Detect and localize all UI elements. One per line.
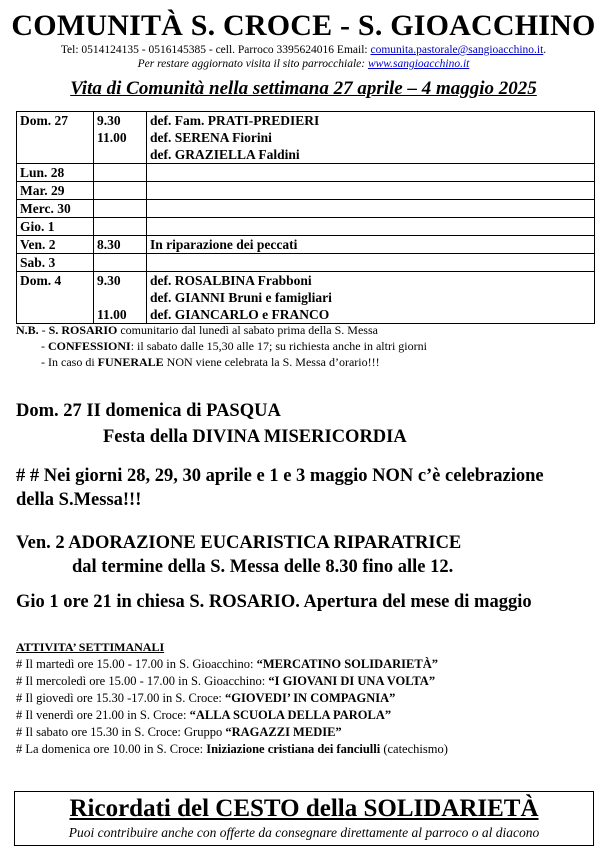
activity-text: # Il sabato ore 15.30 in S. Croce: Gruppo [16, 725, 226, 739]
activity-item [16, 690, 448, 707]
schedule-row [17, 200, 595, 218]
schedule-intentions [147, 218, 595, 236]
mass-schedule-table [16, 111, 595, 324]
mass-intention: def. GRAZIELLA Faldini [150, 147, 300, 162]
mass-time [97, 254, 143, 271]
schedule-day: Dom. 27 [17, 112, 94, 164]
activity-name: “GIOVEDI’ IN COMPAGNIA” [225, 691, 396, 705]
note-post: comunitario dal lunedì al sabato prima della S. Messa [117, 323, 378, 337]
schedule-times [94, 182, 147, 200]
schedule-intentions [147, 112, 595, 164]
mass-schedule-body [17, 112, 595, 324]
note-bold: FUNERALE [97, 355, 164, 369]
mass-intention: def. SERENA Fiorini [150, 130, 272, 145]
mass-time [97, 289, 143, 306]
activity-name: “MERCATINO SOLIDARIETÀ” [256, 657, 438, 671]
schedule-day: Dom. 4 [17, 272, 94, 324]
schedule-day: Merc. 30 [17, 200, 94, 218]
mass-intention [150, 218, 591, 235]
mass-time: 11.00 [97, 307, 127, 322]
schedule-day: Gio. 1 [17, 218, 94, 236]
schedule-row [17, 112, 595, 164]
note-row [16, 354, 427, 370]
schedule-day: Ven. 2 [17, 236, 94, 254]
schedule-times [94, 254, 147, 272]
week-title [0, 78, 607, 100]
mass-time: 8.30 [97, 237, 121, 252]
mass-intention: def. GIANNI Bruni e famigliari [150, 290, 332, 305]
activity-text: # Il mercoledì ore 15.00 - 17.00 in S. Gioacchino: [16, 674, 269, 688]
note-prefix: N.B. [16, 323, 39, 337]
mass-time: 9.30 [97, 273, 121, 288]
activity-name: “RAGAZZI MEDIE” [225, 725, 342, 739]
note-bold: S. ROSARIO [48, 323, 118, 337]
note-bold: CONFESSIONI [48, 339, 131, 353]
feast-announcement: Festa della DIVINA MISERICORDIA [103, 427, 407, 447]
mass-time: 9.30 [97, 113, 121, 128]
sunday-announcement: Dom. 27 II domenica di PASQUA [16, 401, 281, 421]
mass-time [97, 200, 143, 217]
schedule-row [17, 218, 595, 236]
activity-name: “ALLA SCUOLA DELLA PAROLA” [189, 708, 392, 722]
note-pre: - In caso di [41, 355, 98, 369]
schedule-row [17, 272, 595, 324]
activity-item [16, 707, 448, 724]
mass-intention [150, 182, 591, 199]
note-post: : il sabato dalle 15,30 alle 17; su richiesta anche in altri giorni [130, 339, 427, 353]
activities-header: ATTIVITA’ SETTIMANALI [16, 640, 165, 654]
activity-text: # Il martedì ore 15.00 - 17.00 in S. Gioacchino: [16, 657, 257, 671]
mass-intention: def. GIANCARLO e FRANCO [150, 307, 330, 322]
mass-time [97, 218, 143, 235]
schedule-day: Sab. 3 [17, 254, 94, 272]
activity-tail: (catechismo) [380, 742, 448, 756]
website-link[interactable]: www.sangioacchino.it [367, 58, 470, 70]
schedule-times [94, 272, 147, 324]
schedule-times [94, 200, 147, 218]
note-post: NON viene celebrata la S. Messa d’orario!!! [163, 355, 380, 369]
mass-time [97, 164, 143, 181]
contact-text: Tel: 0514124135 - 0516145385 - cell. Parroco 3395624016 Email: [60, 44, 371, 56]
note-row [16, 322, 427, 338]
mass-time [97, 146, 143, 163]
activity-item [16, 724, 448, 741]
page-title: COMUNITÀ S. CROCE - S. GIOACCHINO [11, 9, 596, 42]
website-text: Per restare aggiornato visita il sito parrocchiale: [137, 58, 368, 70]
notes-block [16, 322, 427, 370]
mass-time [97, 182, 143, 199]
schedule-row [17, 182, 595, 200]
schedule-times [94, 112, 147, 164]
schedule-row [17, 164, 595, 182]
solidarity-title [15, 794, 593, 824]
schedule-intentions [147, 164, 595, 182]
mass-intention [150, 164, 591, 181]
adoration-announcement-line1: Ven. 2 ADORAZIONE EUCARISTICA RIPARATRICE [16, 533, 462, 553]
mass-intention [150, 200, 591, 217]
schedule-row [17, 254, 595, 272]
mass-intention [150, 254, 591, 271]
schedule-intentions [147, 200, 595, 218]
schedule-intentions [147, 236, 595, 254]
email-suffix: . [543, 44, 547, 56]
rosary-announcement: Gio 1 ore 21 in chiesa S. ROSARIO. Apertura del mese di maggio [16, 592, 532, 612]
note-row [16, 338, 427, 354]
email-link[interactable]: comunita.pastorale@sangioacchino.it [370, 44, 544, 56]
contact-line [0, 43, 607, 57]
mass-intention: def. ROSALBINA Frabboni [150, 273, 312, 288]
schedule-day: Mar. 29 [17, 182, 94, 200]
mass-intention: def. Fam. PRATI-PREDIERI [150, 113, 320, 128]
activity-item [16, 656, 448, 673]
activities-list [16, 656, 448, 758]
note-pre: - [38, 323, 49, 337]
note-pre: - [41, 339, 48, 353]
adoration-announcement-line2: dal termine della S. Messa delle 8.30 fino alle 12. [72, 557, 454, 577]
solidarity-title-text: Ricordati del CESTO della SOLIDARIETÀ [69, 795, 539, 822]
activity-name: Iniziazione cristiana dei fanciulli [206, 742, 381, 756]
website-line [0, 57, 607, 71]
schedule-times [94, 236, 147, 254]
schedule-row [17, 236, 595, 254]
activity-item [16, 673, 448, 690]
activity-text: # La domenica ore 10.00 in S. Croce: [16, 742, 207, 756]
activity-text: # Il venerdì ore 21.00 in S. Croce: [16, 708, 190, 722]
mass-time: 11.00 [97, 130, 127, 145]
schedule-times [94, 218, 147, 236]
week-title-text: Vita di Comunità nella settimana 27 aprile – 4 maggio 2025 [70, 78, 537, 99]
schedule-times [94, 164, 147, 182]
solidarity-subtitle: Puoi contribuire anche con offerte da consegnare direttamente al parroco o al diacono [68, 825, 540, 840]
solidarity-box [14, 791, 594, 846]
no-mass-announcement-line2: della S.Messa!!! [16, 490, 142, 510]
mass-intention: In riparazione dei peccati [150, 237, 298, 252]
schedule-intentions [147, 182, 595, 200]
activity-name: “I GIOVANI DI UNA VOLTA” [268, 674, 436, 688]
activity-text: # Il giovedì ore 15.30 -17.00 in S. Croce: [16, 691, 225, 705]
weekly-activities [16, 639, 448, 758]
activity-item [16, 741, 448, 758]
no-mass-announcement-line1: # # Nei giorni 28, 29, 30 aprile e 1 e 3 maggio NON c’è celebrazione [16, 466, 544, 486]
schedule-day: Lun. 28 [17, 164, 94, 182]
schedule-intentions [147, 272, 595, 324]
schedule-intentions [147, 254, 595, 272]
